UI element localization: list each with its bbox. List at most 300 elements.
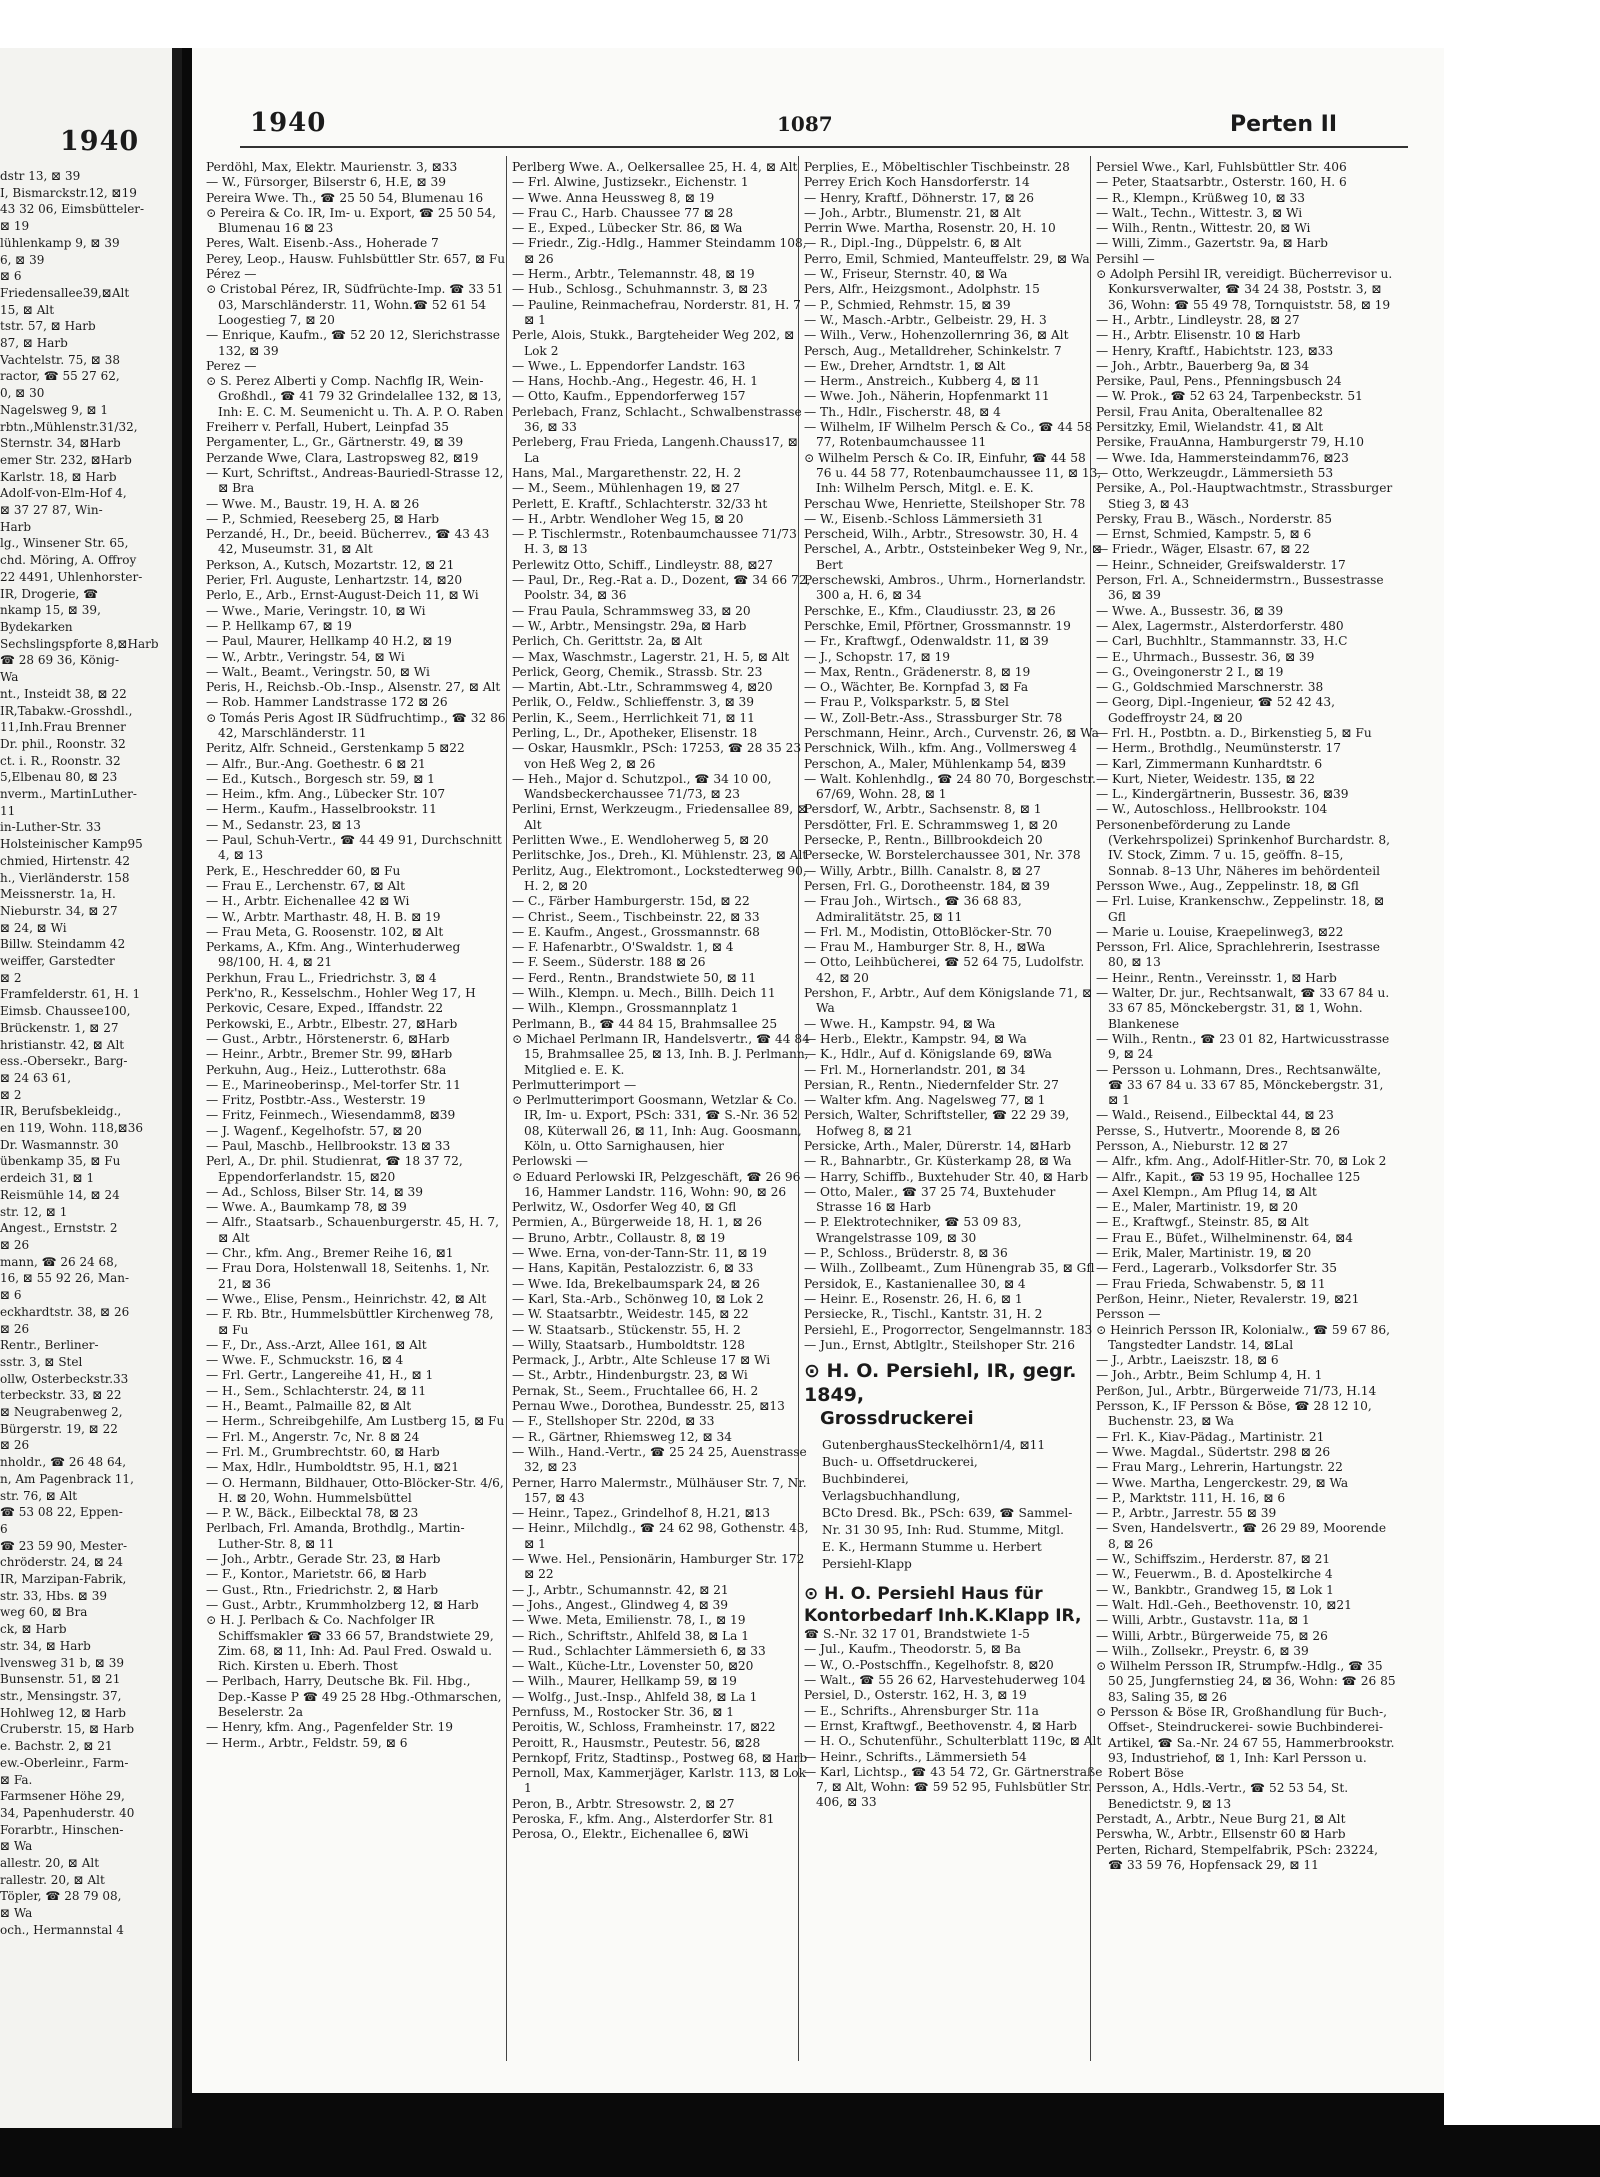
directory-entry: — W., Friseur, Sternstr. 40, ⊠ Wa — [804, 267, 1008, 282]
directory-entry: Perkams, A., Kfm. Ang., Winterhuderweg 98/100, H. 4, ⊠ 21 — [206, 940, 461, 970]
directory-entry: — Martin, Abt.-Ltr., Schrammsweg 4, ⊠20 — [512, 680, 773, 695]
directory-entry: — Wwe., Elise, Pensm., Heinrichstr. 42, ⊠ Alt — [206, 1291, 487, 1306]
directory-entry: übenkamp 35, ⊠ Fu — [0, 1154, 121, 1169]
directory-entry: — Wwe. Joh., Näherin, Hopfenmarkt 11 — [804, 389, 1050, 404]
directory-entry: — Fritz, Postbtr.-Ass., Westerstr. 19 — [206, 1093, 426, 1108]
ad2-subtitle: Kontorbedarf Inh.K.Klapp IR, — [804, 1606, 1082, 1627]
directory-entry: — Alfr., kfm. Ang., Adolf-Hitler-Str. 70, ⊠ Lok 2 — [1096, 1154, 1387, 1169]
directory-entry: — H., Beamt., Palmaille 82, ⊠ Alt — [206, 1399, 412, 1414]
directory-entry: — W., Masch.-Arbtr., Gelbeistr. 29, H. 3 — [804, 312, 1047, 327]
directory-entry: str. 76, ⊠ Alt — [0, 1488, 78, 1503]
directory-entry: — Wwe. Erna, von-der-Tann-Str. 11, ⊠ 19 — [512, 1246, 767, 1261]
header-year: 1940 — [250, 108, 327, 138]
directory-entry: — Persson u. Lohmann, Dres., Rechtsanwälte, ☎ 33 67 84 u. 33 67 85, Mönckebergstr. 31, ⊠ 1 — [1096, 1062, 1384, 1108]
ad2-body — [804, 1627, 1104, 1811]
directory-entry: Perten, Richard, Stempelfabrik, PSch: 23224, ☎ 33 59 76, Hopfensack 29, ⊠ 11 — [1096, 1842, 1379, 1872]
directory-entry: Perßon, Jul., Arbtr., Bürgerweide 71/73, H.14 — [1096, 1383, 1377, 1398]
directory-entry: — H., Sem., Schlachterstr. 24, ⊠ 11 — [206, 1383, 427, 1398]
directory-entry: ractor, ☎ 55 27 62, — [0, 369, 120, 384]
directory-entry: Pernoll, Max, Kammerjäger, Karlstr. 113, ⊠ Lok 1 — [512, 1766, 806, 1796]
directory-entry: — Otto, Leihbücherei, ☎ 52 64 75, Ludolfstr. 42, ⊠ 20 — [804, 955, 1085, 985]
directory-entry: rbtn.,Mühlenstr.31/32, — [0, 419, 138, 434]
directory-entry: ⊠ Fa. — [0, 1772, 33, 1787]
directory-entry: Pernfuss, M., Rostocker Str. 36, ⊠ 1 — [512, 1704, 734, 1719]
directory-entry: — Herm., Arbtr., Telemannstr. 48, ⊠ 19 — [512, 267, 755, 282]
directory-entry: Nr. 31 30 95, Inh: Rud. Stumme, Mitgl. — [822, 1523, 1065, 1538]
directory-entry: 16, ⊠ 55 92 26, Man- — [0, 1271, 130, 1286]
directory-entry: — Wilh., Verw., Hohenzollernring 36, ⊠ Alt — [804, 328, 1069, 343]
directory-entry: — Wwe. A., Bussestr. 36, ⊠ 39 — [1096, 603, 1284, 618]
directory-entry: — Oskar, Hausmklr., PSch: 17253, ☎ 28 35 23 von Heß Weg 2, ⊠ 26 — [512, 741, 802, 771]
directory-entry: Perleberg, Frau Frieda, Langenh.Chauss17, ⊠ La — [512, 435, 798, 465]
directory-entry: — Frl. M., Grumbrechtstr. 60, ⊠ Harb — [206, 1444, 440, 1459]
directory-entry: Bürgerstr. 19, ⊠ 22 — [0, 1421, 118, 1436]
directory-entry: ⊠ 26 — [0, 1438, 30, 1453]
directory-entry: — Alfr., Staatsarb., Schauenburgerstr. 45, H. 7, ⊠ Alt — [206, 1215, 499, 1245]
directory-entry: str. 12, ⊠ 1 — [0, 1204, 68, 1219]
directory-entry: — Wwe. Ida, Brekelbaumspark 24, ⊠ 26 — [512, 1276, 760, 1291]
directory-entry: — Ed., Kutsch., Borgesch str. 59, ⊠ 1 — [206, 771, 435, 786]
directory-entry: E. K., Hermann Stumme u. Herbert — [822, 1540, 1042, 1555]
directory-entry: — E., Uhrmach., Bussestr. 36, ⊠ 39 — [1096, 649, 1315, 664]
directory-entry: lühlenkamp 9, ⊠ 39 — [0, 235, 120, 250]
directory-entry: Perlick, Georg, Chemik., Strassb. Str. 23 — [512, 664, 763, 679]
directory-entry: — Paul, Maschb., Hellbrookstr. 13 ⊠ 33 — [206, 1139, 451, 1153]
directory-entry: — Paul, Dr., Reg.-Rat a. D., Dozent, ☎ 34 66 72, Poolstr. 34, ⊠ 36 — [512, 573, 811, 603]
directory-entry: Perlmann, B., ☎ 44 84 15, Brahmsallee 25 — [512, 1016, 778, 1031]
directory-entry: Perschau Wwe, Henriette, Steilshoper Str. 78 — [804, 496, 1086, 511]
page-number: 1087 — [777, 112, 833, 136]
page-header — [192, 106, 1444, 146]
directory-entry: Perzandé, H., Dr., beeid. Bücherrev., ☎ 43 43 42, Museumstr. 31, ⊠ Alt — [206, 527, 490, 557]
directory-entry: ⊙ Pereira & Co. IR, Im- u. Export, ☎ 25 50 54, Blumenau 16 ⊠ 23 — [206, 205, 497, 236]
directory-entry: — W., Schiffszim., Herderstr. 87, ⊠ 21 — [1096, 1552, 1331, 1567]
directory-entry: — Paul, Maurer, Hellkamp 40 H.2, ⊠ 19 — [206, 634, 452, 649]
directory-entry: ⊙ Persson & Böse IR, Großhandlung für Buch-, Offset-, Steindruckerei- sowie Buchbinderei-Artikel, ☎ Sa.-Nr. 24 67 55, Hammerbrookstr. 93, Industriehof, ⊠ 1, Inh: Karl Persson u. Robert Böse — [1096, 1704, 1395, 1781]
directory-entry: — Ernst, Schmied, Kampstr. 5, ⊠ 6 — [1096, 527, 1312, 542]
directory-entry: — P., Schmied, Rehmstr. 15, ⊠ 39 — [804, 297, 1011, 312]
directory-entry: — Wwe. Martha, Lengerckestr. 29, ⊠ Wa — [1096, 1475, 1349, 1490]
directory-entry: Perkhun, Frau L., Friedrichstr. 3, ⊠ 4 — [206, 970, 437, 985]
directory-entry: n, Am Pagenbrack 11, — [0, 1471, 134, 1486]
directory-entry: — Ferd., Rentn., Brandstwiete 50, ⊠ 11 — [512, 970, 757, 985]
directory-entry: Perlett, E. Kraftf., Schlachterstr. 32/33 ht — [512, 496, 768, 511]
directory-entry: — Otto, Maler., ☎ 37 25 74, Buxtehuder Strasse 16 ⊠ Harb — [804, 1184, 1056, 1215]
directory-entry: — W., Fürsorger, Bilserstr 6, H.E, ⊠ 39 — [206, 175, 447, 190]
directory-entry: ⊠ 26 — [0, 1321, 30, 1336]
directory-entry: terbeckstr. 33, ⊠ 22 — [0, 1388, 122, 1403]
directory-entry: — Wilh., Maurer, Hellkamp 59, ⊠ 19 — [512, 1674, 737, 1689]
directory-entry: — Willi, Zimm., Gazertstr. 9a, ⊠ Harb — [1096, 236, 1328, 251]
directory-entry: rallestr. 20, ⊠ Alt — [0, 1872, 105, 1887]
directory-entry: Person, Frl. A., Schneidermstrn., Bussestrasse 36, ⊠ 39 — [1096, 573, 1384, 603]
directory-entry: 11,Inh.Frau Brenner — [0, 720, 126, 735]
directory-entry: ⊠ 26 — [0, 1238, 30, 1252]
directory-entry: — Th., Hdlr., Fischerstr. 48, ⊠ 4 — [804, 404, 1001, 419]
directory-entry: Rentr., Berliner- — [0, 1338, 99, 1353]
directory-entry: Perlwitz, W., Osdorfer Weg 40, ⊠ Gfl — [512, 1200, 737, 1215]
directory-entry: — Walter, Dr. jur., Rechtsanwalt, ☎ 33 67 84 u. 33 67 85, Mönckebergstr. 31, ⊠ 1, Wohn. Blankenese — [1096, 986, 1390, 1031]
ad-body — [804, 1437, 1104, 1573]
directory-entry: — Walt. Hdl.-Geh., Beethovenstr. 10, ⊠21 — [1096, 1597, 1352, 1612]
directory-entry: Peroitt, R., Hausmstr., Peutestr. 56, ⊠28 — [512, 1735, 761, 1750]
directory-entry: Sternstr. 34, ⊠Harb — [0, 436, 121, 451]
column-2 — [512, 160, 812, 2060]
directory-entry: — St., Arbtr., Hindenburgstr. 23, ⊠ Wi — [512, 1368, 748, 1383]
directory-entry: Cruberstr. 15, ⊠ Harb — [0, 1722, 134, 1737]
previous-page-strip — [0, 48, 182, 2128]
directory-entry: Perßon, Heinr., Nieter, Revalerstr. 19, ⊠21 — [1096, 1291, 1360, 1306]
directory-entry: ess.-Obersekr., Barg- — [0, 1054, 128, 1069]
directory-entry: e. Bachstr. 2, ⊠ 21 — [0, 1739, 113, 1754]
directory-entry: Holsteinischer Kamp95 — [0, 837, 143, 852]
directory-entry: Pérez — — [206, 267, 257, 282]
directory-entry: nkamp 15, ⊠ 39, — [0, 603, 101, 618]
directory-entry: — F. Seem., Süderstr. 188 ⊠ 26 — [512, 955, 706, 970]
directory-entry: ⊠ 2 — [0, 1087, 22, 1102]
directory-entry: Perschke, E., Kfm., Claudiusstr. 23, ⊠ 26 — [804, 603, 1056, 618]
directory-entry: — Max, Waschmstr., Lagerstr. 21, H. 5, ⊠ Alt — [512, 649, 790, 664]
directory-entry: — Gust., Rtn., Friedrichstr. 2, ⊠ Harb — [206, 1582, 439, 1597]
directory-entry: Permack, J., Arbtr., Alte Schleuse 17 ⊠ Wi — [512, 1353, 771, 1368]
directory-entry: Friedensallee39,⊠Alt — [0, 285, 130, 300]
directory-entry: — Ad., Schloss, Bilser Str. 14, ⊠ 39 — [206, 1184, 424, 1199]
directory-entry: — Alfr., Kapit., ☎ 53 19 95, Hochallee 125 — [1096, 1169, 1361, 1184]
directory-entry: Brückenstr. 1, ⊠ 27 — [0, 1020, 119, 1035]
directory-entry: — Frl. K., Kiav-Pädag., Martinistr. 21 — [1096, 1429, 1325, 1444]
directory-entry: — L., Kindergärtnerin, Bussestr. 36, ⊠39 — [1096, 787, 1349, 802]
directory-entry: Perkuhn, Aug., Heiz., Lutterothstr. 68a — [206, 1062, 447, 1077]
directory-entry: — Frl. Gertr., Langereihe 41, H., ⊠ 1 — [206, 1368, 434, 1383]
directory-entry: Perlich, Ch. Gerittstr. 2a, ⊠ Alt — [512, 634, 703, 649]
advertisement-persiehl-kontorbedarf — [804, 1583, 1104, 1811]
directory-entry: — Wilhelm, IF Wilhelm Persch & Co., ☎ 44 58 77, Rotenbaumchaussee 11 — [804, 420, 1093, 450]
directory-entry: — M., Seem., Mühlenhagen 19, ⊠ 27 — [512, 481, 740, 496]
directory-entry: erdeich 31, ⊠ 1 — [0, 1171, 95, 1186]
directory-entry: — E., Exped., Lübecker Str. 86, ⊠ Wa — [512, 221, 743, 236]
directory-entry: — O. Hermann, Bildhauer, Otto-Blöcker-Str. 4/6, H. ⊠ 20, Wohn. Hummelsbüttel — [206, 1475, 504, 1505]
directory-entry: Bunsenstr. 51, ⊠ 21 — [0, 1672, 121, 1687]
directory-entry: weg 60, ⊠ Bra — [0, 1605, 88, 1620]
directory-entry: — G., Goldschmied Marschnerstr. 38 — [1096, 680, 1324, 695]
directory-entry: — Walt., Beamt., Veringstr. 50, ⊠ Wi — [206, 664, 430, 679]
directory-entry: Persson, A., Hdls.-Vertr., ☎ 52 53 54, St. Benedictstr. 9, ⊠ 13 — [1096, 1781, 1349, 1811]
directory-entry: Perlowski — — [512, 1154, 588, 1169]
directory-entry: ⊠ Wa — [0, 1906, 33, 1921]
directory-entry: — Hans, Hochb.-Ang., Hegestr. 46, H. 1 — [512, 374, 758, 389]
directory-entry: Persidok, E., Kastanienallee 30, ⊠ 4 — [804, 1276, 1026, 1291]
directory-entry: str. 34, ⊠ Harb — [0, 1638, 91, 1653]
directory-entry: — Wwe. Meta, Emilienstr. 78, I., ⊠ 19 — [512, 1613, 746, 1628]
directory-entry: ⊙ Heinrich Persson IR, Kolonialw., ☎ 59 67 86, Tangstedter Landstr. 14, ⊠Lal — [1096, 1322, 1391, 1352]
column-1 — [206, 160, 506, 2060]
directory-entry: — Heinr., Schrifts., Lämmersieth 54 — [804, 1749, 1027, 1764]
directory-entry: Peroitis, W., Schloss, Framheinstr. 17, ⊠22 — [512, 1720, 776, 1735]
directory-entry: nverm., MartinLuther- — [0, 787, 137, 802]
directory-entry: Eimsb. Chaussee100, — [0, 1004, 131, 1019]
directory-entry: Angest., Ernststr. 2 — [0, 1221, 118, 1236]
directory-entry: Persike, FrauAnna, Hamburgerstr 79, H.10 — [1096, 435, 1364, 450]
directory-entry: Persiecke, R., Tischl., Kantstr. 31, H. 2 — [804, 1307, 1043, 1322]
directory-entry: 22 4491, Uhlenhorster- — [0, 569, 143, 584]
directory-entry: Persicke, Arth., Maler, Dürerstr. 14, ⊠Harb — [804, 1139, 1071, 1153]
book-gutter — [172, 48, 182, 2128]
directory-entry: ct. i. R., Roonstr. 32 — [0, 753, 121, 768]
directory-entry: — Ew., Dreher, Arndtstr. 1, ⊠ Alt — [804, 358, 1006, 373]
ad-subtitle: Grossdruckerei — [820, 1408, 974, 1430]
directory-entry: — Wald., Reisend., Eilbecktal 44, ⊠ 23 — [1096, 1108, 1334, 1123]
directory-entry: ⊙ Tomás Peris Agost IR Südfruchtimp., ☎ 32 86 42, Marschländerstr. 11 — [206, 710, 506, 740]
directory-entry: — R., Gärtner, Rhiemsweg 12, ⊠ 34 — [512, 1429, 732, 1444]
directory-entry: Peris, H., Reichsb.-Ob.-Insp., Alsenstr. 27, ⊠ Alt — [206, 680, 501, 695]
directory-entry: — W., Bankbtr., Grandweg 15, ⊠ Lok 1 — [1096, 1582, 1334, 1597]
directory-entry: — Fr., Kraftwgf., Odenwaldstr. 11, ⊠ 39 — [804, 634, 1049, 649]
directory-entry: — F. Rb. Btr., Hummelsbüttler Kirchenweg 78, ⊠ Fu — [206, 1307, 494, 1337]
directory-entry: Persike, Paul, Pens., Pfenningsbusch 24 — [1096, 374, 1342, 389]
directory-entry: — O., Wächter, Be. Kornpfad 3, ⊠ Fa — [804, 680, 1029, 695]
directory-entry: — Wwe. A., Baumkamp 78, ⊠ 39 — [206, 1200, 407, 1215]
directory-entry: Framfelderstr. 61, H. 1 — [0, 987, 141, 1002]
directory-entry: — G., Oveingonerstr 2 I., ⊠ 19 — [1096, 664, 1284, 679]
directory-entry: — Walt., Küche-Ltr., Lovenster 50, ⊠20 — [512, 1659, 754, 1674]
directory-entry: 11 — [0, 803, 16, 818]
directory-entry: — Perlbach, Harry, Deutsche Bk. Fil. Hbg., Dep.-Kasse P ☎ 49 25 28 Hbg.-Othmarschen, Beselerstr. 2a — [206, 1674, 502, 1719]
directory-entry: hristianstr. 42, ⊠ Alt — [0, 1037, 125, 1052]
directory-entry: 43 32 06, Eimsbütteler- — [0, 202, 145, 217]
directory-entry: Perner, Harro Malermstr., Mülhäuser Str. 7, Nr. 157, ⊠ 43 — [512, 1475, 807, 1505]
directory-entry: — Frau P., Volksparkstr. 5, ⊠ Stel — [804, 695, 1009, 710]
directory-entry: Verlagsbuchhandlung, — [822, 1489, 961, 1504]
scan-right-margin — [1444, 48, 1600, 2125]
directory-entry: Nieburstr. 34, ⊠ 27 — [0, 903, 118, 918]
directory-entry: Perrin Wwe. Martha, Rosenstr. 20, H. 10 — [804, 221, 1056, 236]
directory-entry: — Pauline, Reinmachefrau, Norderstr. 81, H. 7 ⊠ 1 — [512, 297, 801, 327]
directory-entry: — C., Färber Hamburgerstr. 15d, ⊠ 22 — [512, 894, 750, 909]
directory-entry: Perier, Frl. Auguste, Lenhartzstr. 14, ⊠20 — [206, 573, 463, 588]
directory-entry: — Erik, Maler, Martinistr. 19, ⊠ 20 — [1096, 1246, 1312, 1261]
directory-entry: Hans, Mal., Margarethenstr. 22, H. 2 — [512, 465, 742, 480]
directory-entry: — Frl. M., Angerstr. 7c, Nr. 8 ⊠ 24 — [206, 1429, 420, 1444]
directory-entry: Persecke, P., Rentn., Billbrookdeich 20 — [804, 833, 1043, 848]
directory-entry: Persich, Walter, Schriftsteller, ☎ 22 29 39, Hofweg 8, ⊠ 21 — [804, 1108, 1070, 1138]
directory-entry: Perplies, E., Möbeltischler Tischbeinstr. 28 — [804, 160, 1070, 174]
directory-entry: — Henry, Kraftf., Habichtstr. 123, ⊠33 — [1096, 343, 1334, 358]
directory-entry: — Herm., Anstreich., Kubberg 4, ⊠ 11 — [804, 374, 1041, 389]
directory-entry: — Wwe., Marie, Veringstr. 10, ⊠ Wi — [206, 603, 426, 618]
scan-border — [0, 0, 1600, 48]
directory-entry: — R., Bahnarbtr., Gr. Küsterkamp 28, ⊠ Wa — [804, 1154, 1072, 1169]
directory-entry: — Wwe., L. Eppendorfer Landstr. 163 — [512, 358, 746, 373]
directory-entry: — Wilh., Zollbeamt., Zum Hünengrab 35, ⊠ Gfl — [804, 1261, 1095, 1276]
directory-entry: — Hans, Kapitän, Pestalozzistr. 6, ⊠ 33 — [512, 1261, 754, 1276]
directory-entry: — Wwe. Magdal., Südertstr. 298 ⊠ 26 — [1096, 1444, 1331, 1459]
directory-entry: Perk'no, R., Kesselschm., Hohler Weg 17, H — [206, 986, 476, 1001]
directory-entry: — Wilh., Zollsekr., Preystr. 6, ⊠ 39 — [1096, 1643, 1309, 1658]
directory-entry: — Frl. H., Postbtn. a. D., Birkenstieg 5, ⊠ Fu — [1096, 725, 1372, 740]
directory-entry: — J., Arbtr., Schumannstr. 42, ⊠ 21 — [512, 1582, 729, 1597]
directory-entry: — Johs., Angest., Glindweg 4, ⊠ 39 — [512, 1597, 729, 1612]
directory-entry: Perkson, A., Kutsch, Mozartstr. 12, ⊠ 21 — [206, 557, 455, 572]
directory-entry: — F., Kontor., Marietstr. 66, ⊠ Harb — [206, 1567, 427, 1582]
directory-entry: Buch- u. Offsetdruckerei, — [822, 1455, 978, 1470]
directory-entry: Meissnerstr. 1a, H. — [0, 887, 116, 902]
directory-entry: — Herm., Arbtr., Feldstr. 59, ⊠ 6 — [206, 1735, 408, 1750]
directory-entry: Perlitz, Aug., Elektromont., Lockstedterweg 90, H. 2, ⊠ 20 — [512, 863, 807, 893]
directory-entry: — P., Marktstr. 111, H. 16, ⊠ 6 — [1096, 1490, 1286, 1505]
directory-entry: Persike, A., Pol.-Hauptwachtmstr., Strassburger Stieg 3, ⊠ 43 — [1096, 481, 1393, 511]
directory-entry: IR, Marzipan-Fabrik, — [0, 1572, 127, 1587]
directory-entry: tstr. 57, ⊠ Harb — [0, 319, 96, 334]
directory-entry: Persihl — — [1096, 251, 1155, 266]
directory-entry: — Joh., Arbtr., Beim Schlump 4, H. 1 — [1096, 1368, 1323, 1383]
directory-entry: — Ferd., Lagerarb., Volksdorfer Str. 35 — [1096, 1261, 1337, 1276]
directory-entry: — Alfr., Bur.-Ang. Goethestr. 6 ⊠ 21 — [206, 756, 426, 771]
directory-entry: sstr. 3, ⊠ Stel — [0, 1354, 83, 1369]
directory-entry: Persiehl-Klapp — [822, 1557, 912, 1572]
directory-entry: ⊙ Cristobal Pérez, IR, Südfrüchte-Imp. ☎ 33 51 03, Marschländerstr. 11, Wohn.☎ 52 61 54 Loogestieg 7, ⊠ 20 — [206, 282, 504, 327]
directory-entry: 6, ⊠ 39 — [0, 252, 45, 267]
directory-entry: Persiehl, E., Progorrector, Sengelmannstr. 183 — [804, 1322, 1093, 1337]
directory-entry: — W., Feuerwm., B. d. Apostelkirche 4 — [1096, 1567, 1333, 1582]
directory-entry: — Karl, Zimmermann Kunhardtstr. 6 — [1096, 756, 1323, 771]
directory-entry: Sechslingspforte 8,⊠Harb — [0, 636, 159, 651]
directory-entry: — W., Zoll-Betr.-Ass., Strassburger Str. 78 — [804, 710, 1063, 725]
directory-entry: Perlberg Wwe. A., Oelkersallee 25, H. 4, ⊠ Alt — [512, 160, 798, 174]
directory-entry: — P., Arbtr., Jarrestr. 55 ⊠ 39 — [1096, 1506, 1277, 1521]
directory-entry: Persdötter, Frl. E. Schrammsweg 1, ⊠ 20 — [804, 817, 1058, 832]
directory-entry: — Georg, Dipl.-Ingenieur, ☎ 52 42 43, Godeffroystr 24, ⊠ 20 — [1096, 695, 1336, 725]
directory-entry: — Frl. M., Hornerlandstr. 201, ⊠ 34 — [804, 1062, 1026, 1077]
directory-entry: Persitzky, Emil, Wielandstr. 41, ⊠ Alt — [1096, 420, 1324, 435]
directory-entry: — Otto, Kaufm., Eppendorferweg 157 — [512, 389, 746, 404]
directory-entry: — P. Hellkamp 67, ⊠ 19 — [206, 618, 352, 633]
directory-entry: ⊠ 24 63 61, — [0, 1070, 72, 1085]
directory-entry: — Joh., Arbtr., Bauerberg 9a, ⊠ 34 — [1096, 358, 1310, 373]
directory-entry: Perl, A., Dr. phil. Studienrat, ☎ 18 37 72, Eppendorferlandstr. 15, ⊠20 — [206, 1154, 463, 1184]
directory-entry: nt., Insteidt 38, ⊠ 22 — [0, 686, 127, 701]
directory-entry: IR, Drogerie, ☎ — [0, 586, 99, 601]
previous-page-column — [0, 168, 172, 2068]
directory-entry: Persson Wwe., Aug., Zeppelinstr. 18, ⊠ Gfl — [1096, 878, 1359, 893]
directory-entry: ⊙ Wilhelm Persson IR, Strumpfw.-Hdlg., ☎ 35 50 25, Jungfernstieg 24, ⊠ 36, Wohn: ☎ 26 85 83, Saling 35, ⊠ 26 — [1096, 1659, 1396, 1704]
directory-entry: Pernkopf, Fritz, Stadtinsp., Postweg 68, ⊠ Harb — [512, 1750, 808, 1765]
directory-entry: — Wilh., Klempn. u. Mech., Billh. Deich 11 — [512, 986, 776, 1001]
column-3 — [804, 160, 1104, 2060]
directory-entry: — R., Dipl.-Ing., Düppelstr. 6, ⊠ Alt — [804, 236, 1022, 251]
directory-entry: Billw. Steindamm 42 — [0, 937, 126, 952]
directory-entry: IR, Berufsbekleidg., — [0, 1104, 122, 1119]
directory-entry: — W., Eisenb.-Schloss Lämmersieth 31 — [804, 511, 1044, 526]
directory-entry: eckhardtstr. 38, ⊠ 26 — [0, 1304, 130, 1319]
directory-entry: — Walt., ☎ 55 26 62, Harvestehuderweg 104 — [804, 1673, 1086, 1688]
directory-entry: — Heinr., Schneider, Greifswalderstr. 17 — [1096, 557, 1346, 572]
directory-entry: Perlbach, Frl. Amanda, Brothdlg., Martin-Luther-Str. 8, ⊠ 11 — [206, 1521, 465, 1551]
directory-entry: — Hub., Schlosg., Schuhmannstr. 3, ⊠ 23 — [512, 282, 768, 297]
directory-entry: en 119, Wohn. 118,⊠36 — [0, 1121, 144, 1136]
directory-entry: — K., Hdlr., Auf d. Königslande 69, ⊠Wa — [804, 1047, 1052, 1062]
directory-entry: — E., Schrifts., Ahrensburger Str. 11a — [804, 1703, 1039, 1718]
directory-entry: Perrey Erich Koch Hansdorferstr. 14 — [804, 175, 1030, 190]
directory-entry: — Wolfg., Just.-Insp., Ahlfeld 38, ⊠ La 1 — [512, 1689, 758, 1704]
directory-entry: ⊙ Eduard Perlowski IR, Pelzgeschäft, ☎ 26 96 16, Hammer Landstr. 116, Wohn: 90, ⊠ 26 — [512, 1169, 801, 1199]
directory-entry: Personenbeförderung zu Lande (Verkehrspolizei) Sprinkenhof Burchardstr. 8, IV. Stock, Zimm. 7 u. 15, geöffn. 8–15, Sonnab. 8–13 Uhr, Näheres im behördenteil — [1096, 817, 1391, 878]
directory-entry: — Walt., Techn., Wittestr. 3, ⊠ Wi — [1096, 205, 1303, 220]
directory-entry: chröderstr. 24, ⊠ 24 — [0, 1555, 123, 1570]
directory-entry: ⊠ 24, ⊠ Wi — [0, 920, 67, 935]
directory-entry: Perk, E., Heschredder 60, ⊠ Fu — [206, 863, 401, 878]
directory-entry: Persil, Frau Anita, Oberaltenallee 82 — [1096, 404, 1324, 419]
directory-entry: — Wilh., Klempn., Grossmannplatz 1 — [512, 1001, 739, 1016]
directory-entry: chd. Möring, A. Offroy — [0, 553, 137, 568]
column-3-entries — [804, 160, 1104, 1353]
directory-entry: — E. Kaufm., Angest., Grossmannstr. 68 — [512, 924, 760, 939]
directory-entry: — Herb., Elektr., Kampstr. 94, ⊠ Wa — [804, 1031, 1027, 1046]
directory-entry: — Harry, Schiffb., Buxtehuder Str. 40, ⊠ Harb — [804, 1169, 1089, 1184]
directory-entry: Persse, S., Hutvertr., Moorende 8, ⊠ 26 — [1096, 1123, 1341, 1138]
directory-entry: — W., Arbtr. Marthastr. 48, H. B. ⊠ 19 — [206, 909, 441, 924]
directory-entry: — F., Dr., Ass.-Arzt, Allee 161, ⊠ Alt — [206, 1337, 427, 1352]
directory-entry: Persson, K., IF Persson & Böse, ☎ 28 12 10, Buchenstr. 23, ⊠ Wa — [1096, 1399, 1372, 1429]
directory-entry: I, Bismarckstr.12, ⊠19 — [0, 185, 137, 200]
directory-entry: — Heinr., Arbtr., Bremer Str. 99, ⊠Harb — [206, 1047, 453, 1062]
directory-entry: Persian, R., Rentn., Niedernfelder Str. 27 — [804, 1077, 1059, 1092]
directory-entry: ⊙ Michael Perlmann IR, Handelsvertr., ☎ 44 84 15, Brahmsallee 25, ⊠ 13, Inh. B. J. Perlmann, Mitglied e. E. K. — [512, 1031, 810, 1077]
directory-entry: Pershon, F., Arbtr., Auf dem Königslande 71, ⊠ Wa — [804, 986, 1093, 1016]
directory-entry: ☎ 23 59 90, Mester- — [0, 1538, 128, 1553]
directory-entry: Peron, B., Arbtr. Stresowstr. 2, ⊠ 27 — [512, 1796, 735, 1811]
directory-entry: Persdorf, W., Arbtr., Sachsenstr. 8, ⊠ 1 — [804, 802, 1042, 817]
directory-entry: Persecke, W. Borstelerchaussee 301, Nr. 378 — [804, 848, 1081, 863]
directory-entry: — Frl. Luise, Krankenschw., Zeppelinstr. 18, ⊠ Gfl — [1096, 894, 1385, 924]
directory-entry: Perlitschke, Jos., Dreh., Kl. Mühlenstr. 23, ⊠ Alt — [512, 848, 808, 863]
directory-entry: Persky, Frau B., Wäsch., Norderstr. 85 — [1096, 511, 1333, 526]
directory-entry: Perlini, Ernst, Werkzeugm., Friedensallee 89, ⊠ Alt — [512, 802, 808, 832]
directory-entry: — Wwe. Anna Heussweg 8, ⊠ 19 — [512, 190, 715, 205]
directory-entry: — W. Staatsarbtr., Weidestr. 145, ⊠ 22 — [512, 1307, 749, 1322]
directory-entry: — Frau Meta, G. Roosenstr. 102, ⊠ Alt — [206, 924, 444, 939]
directory-entry: — Rich., Schriftstr., Ahlfeld 38, ⊠ La 1 — [512, 1628, 750, 1643]
directory-entry: Reismühle 14, ⊠ 24 — [0, 1187, 120, 1202]
directory-entry: Perro, Emil, Schmied, Manteuffelstr. 29, ⊠ Wa — [804, 251, 1090, 266]
directory-entry: ollw, Osterbeckstr.33 — [0, 1371, 129, 1386]
directory-entry: — P., Schloss., Brüderstr. 8, ⊠ 36 — [804, 1246, 1008, 1261]
directory-entry: Perzande Wwe, Clara, Lastropsweg 82, ⊠19 — [206, 450, 479, 465]
directory-entry: — Frl. M., Modistin, OttoBlöcker-Str. 70 — [804, 924, 1052, 939]
directory-entry: Pereira Wwe. Th., ☎ 25 50 54, Blumenau 16 — [206, 190, 484, 205]
directory-entry: ⊠ Neugrabenweg 2, — [0, 1405, 123, 1420]
directory-entry: ☎ 28 69 36, König- — [0, 653, 119, 668]
directory-entry: — R., Klempn., Krüßweg 10, ⊠ 33 — [1096, 190, 1305, 205]
directory-entry: — E., Maler, Martinistr. 19, ⊠ 20 — [1096, 1200, 1299, 1215]
directory-entry: Bydekarken — [0, 619, 73, 634]
directory-entry: Perkovic, Cesare, Exped., Iffandstr. 22 — [206, 1001, 444, 1016]
directory-entry: Perlin, K., Seem., Herrlichkeit 71, ⊠ 11 — [512, 710, 755, 725]
directory-entry: — Gust., Arbtr., Hörstenerstr. 6, ⊠Harb — [206, 1031, 450, 1046]
directory-entry: Persiel Wwe., Karl, Fuhlsbüttler Str. 406 — [1096, 160, 1347, 174]
directory-entry: Persen, Frl. G., Dorotheenstr. 184, ⊠ 39 — [804, 878, 1050, 893]
directory-entry: — Frau Paula, Schrammsweg 33, ⊠ 20 — [512, 603, 751, 618]
directory-entry: Perkowski, E., Arbtr., Elbestr. 27, ⊠Harb — [206, 1016, 458, 1031]
directory-entry: — H., Arbtr. Elisenstr. 10 ⊠ Harb — [1096, 328, 1301, 343]
directory-entry: — Rud., Schlachter Lämmersieth 6, ⊠ 33 — [512, 1643, 766, 1658]
directory-entry: — W. Staatsarb., Stückenstr. 55, H. 2 — [512, 1322, 741, 1337]
directory-entry: — E., Kraftwgf., Steinstr. 85, ⊠ Alt — [1096, 1215, 1309, 1230]
directory-entry: Forarbtr., Hinschen- — [0, 1822, 124, 1837]
directory-entry: Persson, Frl. Alice, Sprachlehrerin, Isestrasse 80, ⊠ 13 — [1096, 940, 1380, 970]
directory-entry: Wa — [0, 670, 19, 685]
directory-entry: Perosa, O., Elektr., Eichenallee 6, ⊠Wi — [512, 1827, 749, 1842]
directory-entry: lg., Winsener Str. 65, — [0, 536, 129, 551]
